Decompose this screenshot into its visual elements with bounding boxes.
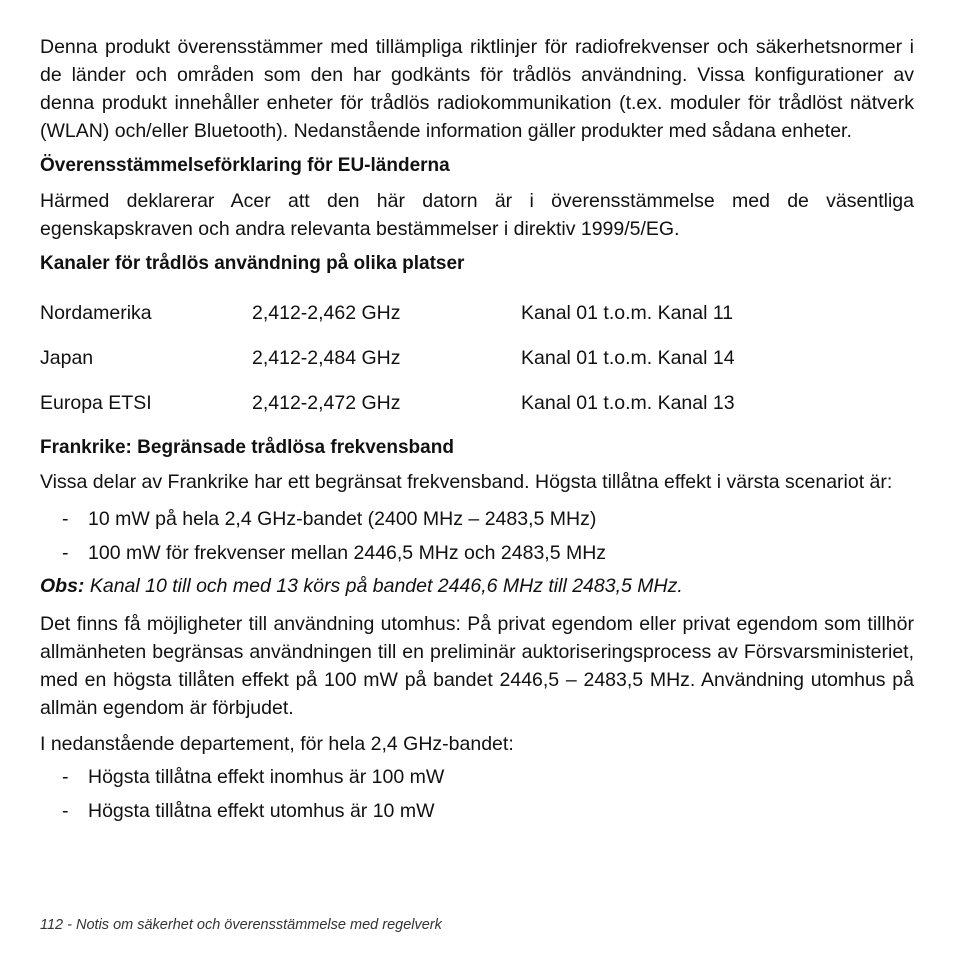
list-item-text: Högsta tillåtna effekt inomhus är 100 mW — [88, 766, 445, 788]
channels-heading: Kanaler för trådlös användning på olika platser — [40, 253, 465, 274]
departments-paragraph: I nedanstående departement, för hela 2,4 GHz-bandet: — [40, 733, 514, 755]
list-item — [40, 502, 914, 536]
note-label: Obs: — [40, 575, 85, 597]
frequency-cell: 2,412-2,462 GHz — [252, 302, 401, 324]
table-row — [40, 291, 735, 336]
page-footer: 112 - Notis om säkerhet och överensstämmelse med regelverk — [40, 917, 442, 933]
frequency-cell: 2,412-2,484 GHz — [252, 347, 401, 369]
list-dash: - — [62, 508, 69, 530]
list-dash: - — [62, 542, 69, 564]
channel-cell: Kanal 01 t.o.m. Kanal 13 — [521, 392, 735, 414]
list-item-text: Högsta tillåtna effekt utomhus är 10 mW — [88, 800, 435, 822]
table-row — [40, 336, 735, 381]
table-row — [40, 381, 735, 426]
region-cell: Europa ETSI — [40, 392, 152, 414]
eu-paragraph: Härmed deklarerar Acer att den här datorn är i överensstämmelse med de väsentliga egenskapskraven och andra relevanta bestämmelser i direktiv 1999/5/EG. — [40, 190, 914, 240]
france-heading: Frankrike: Begränsade trådlösa frekvensband — [40, 437, 454, 458]
channel-cell: Kanal 01 t.o.m. Kanal 14 — [521, 347, 735, 369]
list-dash: - — [62, 766, 69, 788]
power-limits-list — [40, 502, 914, 570]
list-item — [40, 760, 914, 794]
channel-cell: Kanal 01 t.o.m. Kanal 11 — [521, 302, 734, 324]
department-limits-list — [40, 760, 914, 828]
document-page — [40, 33, 914, 828]
intro-paragraph: Denna produkt överensstämmer med tillämpliga riktlinjer för radiofrekvenser och säkerhetsnormer i de länder och områden som den har godkänts för trådlös användning. Vissa konfigurationer av denna produkt innehåller enheter för trådlös radiokommunikation (t.ex. moduler för trådlöst nätverk (WLAN) och/eller Bluetooth). Nedanstående information gäller produkter med sådana enheter. — [40, 36, 914, 142]
france-paragraph: Vissa delar av Frankrike har ett begränsat frekvensband. Högsta tillåtna effekt i värsta scenariot är: — [40, 471, 893, 493]
region-cell: Japan — [40, 347, 94, 369]
list-item-text: 100 mW för frekvenser mellan 2446,5 MHz och 2483,5 MHz — [88, 542, 607, 564]
frequency-cell: 2,412-2,472 GHz — [252, 392, 401, 414]
list-dash: - — [62, 800, 69, 822]
list-item-text: 10 mW på hela 2,4 GHz-bandet (2400 MHz – 2483,5 MHz) — [88, 508, 597, 530]
note-paragraph — [40, 570, 914, 602]
list-item — [40, 794, 914, 828]
note-text: Kanal 10 till och med 13 körs på bandet 2446,6 MHz till 2483,5 MHz. — [84, 575, 683, 597]
eu-heading: Överensstämmelseförklaring för EU-länderna — [40, 155, 450, 176]
outdoor-paragraph: Det finns få möjligheter till användning utomhus: På privat egendom eller privat egendom som tillhör allmänheten begränsas användningen till en preliminär auktoriseringsprocess av Försvarsministeriet, med en högsta tillåten effekt på 100 mW på bandet 2446,5 – 2483,5 MHz. Användning utomhus på allmän egendom är förbjudet. — [40, 613, 914, 719]
channels-table — [40, 291, 735, 426]
region-cell: Nordamerika — [40, 302, 152, 324]
list-item — [40, 536, 914, 570]
